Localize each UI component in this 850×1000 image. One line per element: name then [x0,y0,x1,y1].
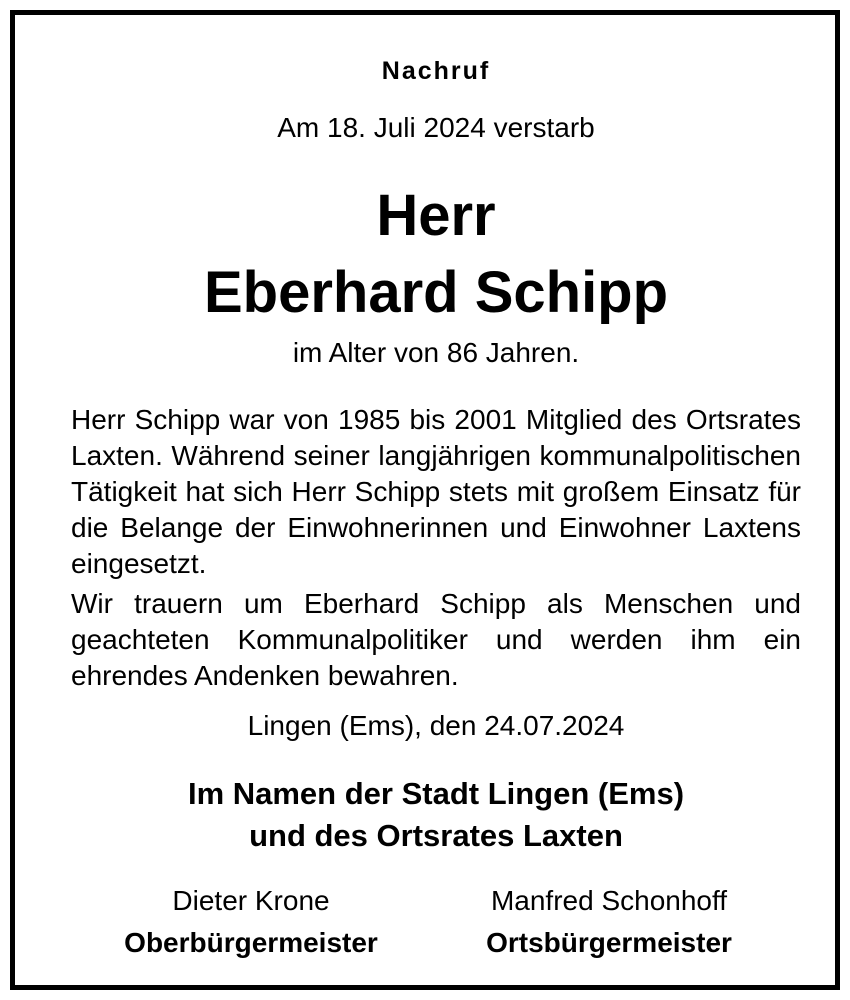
signatory-name: Manfred Schonhoff [490,885,728,916]
tribute-paragraph-2: Wir trauern um Eberhard Schipp als Menschen und geachteten Kommunalpolitiker und werden ihm ein ehrendes Andenken bewahren. [71,588,801,691]
signatory-right [449,883,769,967]
organization-line-2: und des Ortsrates Laxten [249,818,623,853]
organization-block [71,773,801,857]
signatory-name: Dieter Krone [172,885,330,916]
death-date-line: Am 18. Juli 2024 verstarb [277,112,595,143]
obituary-frame [10,10,840,990]
signatory-title: Oberbürgermeister [124,927,378,958]
signatory-left [91,883,411,967]
deceased-name: Eberhard Schipp [203,260,669,325]
tribute-paragraph-1: Herr Schipp war von 1985 bis 2001 Mitglied des Ortsrates Laxten. Während seiner langjährigen kommunalpolitischen Tätigkeit hat sich Herr Schipp stets mit großem Einsatz für die Belange der Einwohnerinnen und Einwohner Laxtens eingesetzt. [71,404,801,579]
salutation: Herr [376,183,496,248]
signatories [71,883,801,983]
signatory-title: Ortsbürgermeister [486,927,732,958]
organization-line-1: Im Namen der Stadt Lingen (Ems) [187,776,685,811]
age-line: im Alter von 86 Jahren. [292,337,580,368]
place-date-line: Lingen (Ems), den 24.07.2024 [247,710,625,741]
obituary-heading: Nachruf [381,57,491,85]
